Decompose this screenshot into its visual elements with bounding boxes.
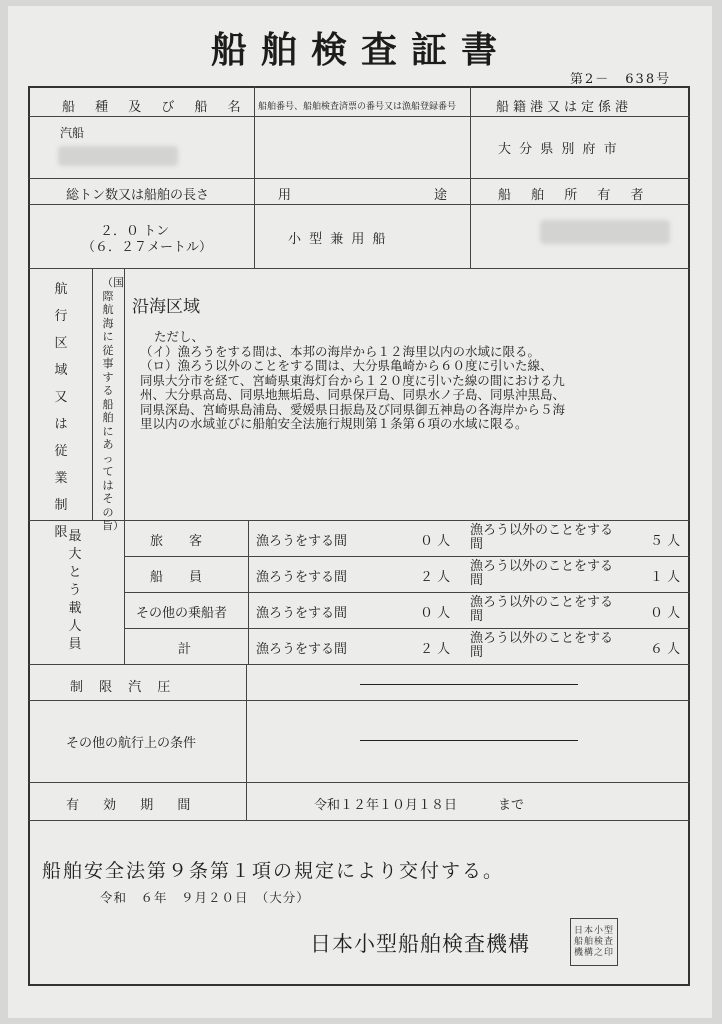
- restriction-line: 同県大分市を経て、宮崎県東海灯台から１２０度に引いた線の間における九: [140, 372, 565, 388]
- restriction-line: （ロ）漁ろう以外のことをする間は、大分県亀崎から６０度に引いた線、: [140, 358, 553, 373]
- seal-text: 日本小型船舶検査機構之印: [574, 925, 615, 958]
- restriction-line: 州、大分県高島、同県地無垢島、同県保戸島、同県水ノ子島、同県沖黒島、: [140, 387, 566, 402]
- restriction-line: 里以内の水域並びに船舶安全法施行規則第１条第６項の水域に限る。: [140, 416, 528, 431]
- home-port-label: 船籍港又は定係港: [496, 100, 633, 115]
- home-port: 大 分 県 別 府 市: [498, 142, 619, 157]
- steam-pressure-blank: [360, 684, 578, 685]
- nonfishing-count: ５ 人: [650, 534, 681, 549]
- ship-number-label: 船舶番号、船舶検査済票の番号又は漁船登録番号: [258, 102, 457, 112]
- ship-type-name-label: 船 種 及 び 船 名: [62, 100, 249, 115]
- steam-pressure-label: 制 限 汽 圧: [70, 680, 177, 695]
- ship-type: 汽船: [60, 126, 85, 140]
- certificate-number: 第2－ 638号: [570, 72, 672, 87]
- capacity-category: 船 員: [150, 570, 203, 585]
- navigation-area: 沿海区域: [132, 297, 200, 317]
- owner-label: 船 舶 所 有 者: [498, 188, 652, 203]
- redacted-ship-name: [58, 146, 178, 166]
- validity-date: 令和１２年１０月１８日: [314, 798, 458, 813]
- fishing-count: ２ 人: [420, 570, 451, 585]
- international-voyage-note: （国際航海に従事する船舶にあってはその旨）: [102, 276, 124, 532]
- capacity-category: 旅 客: [150, 534, 203, 549]
- length-value: （６．２７メートル）: [82, 240, 213, 255]
- restriction-line: 同県深島、宮崎県島浦島、愛媛県日振島及び同県御五神島の各海岸から５海: [140, 401, 566, 417]
- issuer-name: 日本小型船舶検査機構: [310, 932, 530, 956]
- nonfishing-total: ６ 人: [650, 642, 681, 657]
- fishing-count: ０ 人: [420, 606, 451, 621]
- redacted-owner: [540, 220, 670, 244]
- fishing-label: 漁ろうをする間: [256, 642, 348, 657]
- tonnage-value: ２．０ トン: [100, 224, 170, 239]
- document-title: 船舶検査証書: [210, 29, 511, 71]
- issuance-date: 令和 ６年 ９月２０日 （大分）: [100, 890, 310, 905]
- nonfishing-label: 漁ろう以外のことをする間: [470, 559, 614, 588]
- tonnage-label: 総トン数又は船舶の長さ: [66, 188, 210, 203]
- fishing-label: 漁ろうをする間: [256, 534, 348, 549]
- nonfishing-label: 漁ろう以外のことをする間: [470, 523, 614, 552]
- nonfishing-count: ０ 人: [650, 606, 681, 621]
- nonfishing-label: 漁ろう以外のことをする間: [470, 595, 614, 624]
- max-capacity-label: 最大とう載人員: [68, 529, 82, 652]
- fishing-label: 漁ろうをする間: [256, 570, 348, 585]
- issuance-statement: 船舶安全法第９条第１項の規定により交付する。: [42, 860, 505, 882]
- validity-suffix: まで: [498, 798, 525, 813]
- nonfishing-count: １ 人: [650, 570, 681, 585]
- capacity-category: その他の乗船者: [136, 606, 228, 621]
- nonfishing-label: 漁ろう以外のことをする間: [470, 631, 614, 660]
- use-value: 小 型 兼 用 船: [288, 232, 388, 247]
- navigation-restrictions: [140, 330, 620, 432]
- use-label-left: 用: [278, 188, 292, 203]
- capacity-total-label: 計: [178, 642, 192, 657]
- use-label-right: 途: [434, 188, 448, 203]
- fishing-count: ０ 人: [420, 534, 451, 549]
- other-conditions-blank: [360, 740, 578, 741]
- official-seal: [570, 918, 618, 966]
- fishing-label: 漁ろうをする間: [256, 606, 348, 621]
- fishing-total: ２ 人: [420, 642, 451, 657]
- navigation-area-label: 航行区域又は従業制限: [54, 282, 68, 540]
- restriction-line: ただし、: [154, 329, 205, 344]
- other-conditions-label: その他の航行上の条件: [66, 736, 197, 751]
- restriction-line: （イ）漁ろうをする間は、本邦の海岸から１２海里以内の水域に限る。: [140, 343, 541, 359]
- validity-label: 有 効 期 間: [66, 798, 201, 813]
